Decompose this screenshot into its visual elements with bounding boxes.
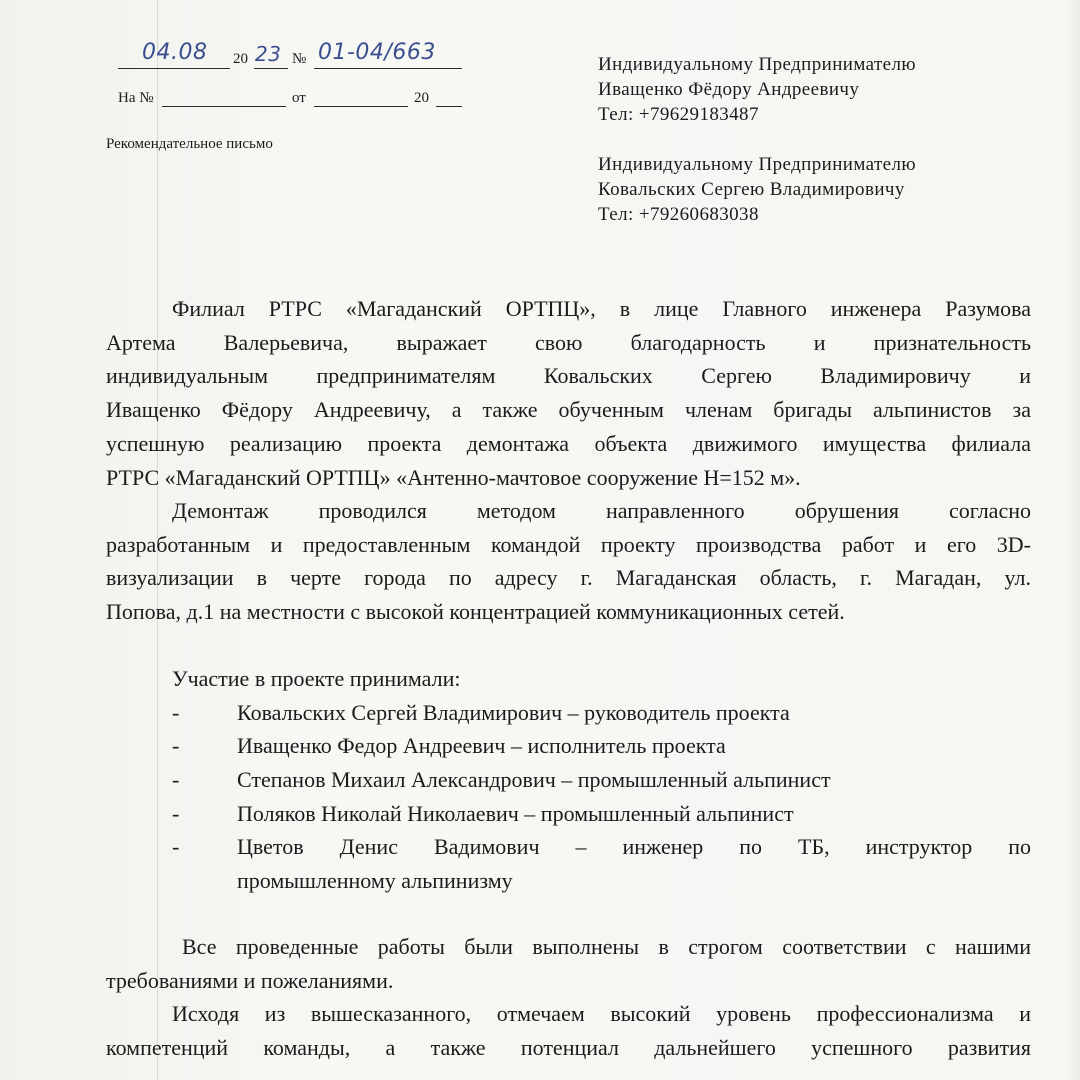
addressee-title: Индивидуальному Предпринимателю [598, 154, 916, 175]
year-prefix: 20 [233, 51, 248, 67]
ref-on-label: На № [118, 90, 154, 106]
addressee-phone: Тел: +79260683038 [598, 204, 759, 225]
ref-year-underline [436, 106, 462, 107]
text-line: требованиями и пожеланиями. [106, 967, 394, 993]
list-item: - Иващенко Федор Андреевич – исполнитель проекта [106, 729, 1031, 763]
addressee-name: Ковальских Сергею Владимировичу [598, 179, 905, 200]
text-line: Все проведенные работы были выполнены в строгом соответствии с нашими [182, 934, 1031, 959]
text-line: Демонтаж проводился методом направленного обрушения согласно [172, 498, 1031, 523]
addressee-title: Индивидуальному Предпринимателю [598, 54, 916, 75]
text-line: Исходя из вышесказанного, отмечаем высокий уровень профессионализма и [172, 1001, 1031, 1026]
addressee-phone: Тел: +79629183487 [598, 104, 759, 125]
text-line: РТРС «Магаданский ОРТПЦ» «Антенно-мачтовое сооружение Н=152 м». [106, 464, 801, 490]
participants-section [106, 662, 1031, 898]
ref-date-underline [314, 106, 408, 107]
ref-from-label: от [292, 90, 306, 106]
ref-number-underline [162, 106, 286, 107]
date-underline [118, 68, 230, 69]
list-item: - Ковальских Сергей Владимирович – руководитель проекта [106, 696, 1031, 730]
paragraph-compliance [106, 930, 1031, 997]
participant-text: Ковальских Сергей Владимирович – руководитель проекта [237, 699, 790, 725]
text-line: разработанным и предоставленным командой проекту производства работ и его 3D- [106, 531, 1031, 557]
paragraph-dismantling [106, 494, 1031, 629]
text-line: успешную реализацию проекта демонтажа объекта движимого имущества филиала [106, 430, 1031, 456]
participant-text: Поляков Николай Николаевич – промышленный альпинист [237, 800, 794, 826]
text-line: Иващенко Фёдору Андреевичу, а также обученным членам бригады альпинистов за [106, 397, 1031, 423]
paragraph-conclusion [106, 997, 1031, 1064]
participant-text: промышленному альпинизму [237, 868, 513, 894]
participant-text: Цветов Денис Вадимович – инженер по ТБ, инструктор по [237, 834, 1031, 860]
list-item: - Степанов Михаил Александрович – промышленный альпинист [106, 763, 1031, 797]
text-line: Попова, д.1 на местности с высокой концентрацией коммуникационных сетей. [106, 599, 845, 625]
participant-text: Степанов Михаил Александрович – промышленный альпинист [237, 767, 831, 793]
addressee-name: Иващенко Фёдору Андреевичу [598, 79, 860, 100]
ref-year: 20 [414, 90, 429, 106]
number-underline [314, 68, 462, 69]
list-item-continuation [106, 864, 1031, 898]
document-type: Рекомендательное письмо [106, 136, 273, 152]
text-line: визуализации в черте города по адресу г. Магаданская область, г. Магадан, ул. [106, 565, 1031, 591]
paragraph-gratitude [106, 292, 1031, 494]
text-line: Артема Валерьевича, выражает свою благодарность и признательность [106, 329, 1031, 355]
text-line: Филиал РТРС «Магаданский ОРТПЦ», в лице Главного инженера Разумова [172, 296, 1031, 321]
participants-title: Участие в проекте принимали: [172, 666, 461, 691]
year-underline [254, 68, 288, 69]
participant-text: Иващенко Федор Андреевич – исполнитель проекта [237, 733, 726, 759]
page-edge [1066, 0, 1080, 1080]
list-item: - Поляков Николай Николаевич – промышленный альпинист [106, 797, 1031, 831]
handwritten-date: 04.08 [142, 40, 208, 65]
number-label: № [292, 51, 307, 67]
addressee-1 [598, 52, 916, 127]
list-item: - Цветов Денис Вадимович – инженер по ТБ, инструктор по [106, 830, 1031, 864]
addressee-2 [598, 152, 916, 227]
text-line: компетенций команды, а также потенциал дальнейшего успешного развития [106, 1034, 1031, 1060]
handwritten-year: 23 [255, 42, 282, 66]
handwritten-number: 01-04/663 [318, 40, 436, 65]
text-line: индивидуальным предпринимателям Ковальских Сергею Владимировичу и [106, 363, 1031, 389]
